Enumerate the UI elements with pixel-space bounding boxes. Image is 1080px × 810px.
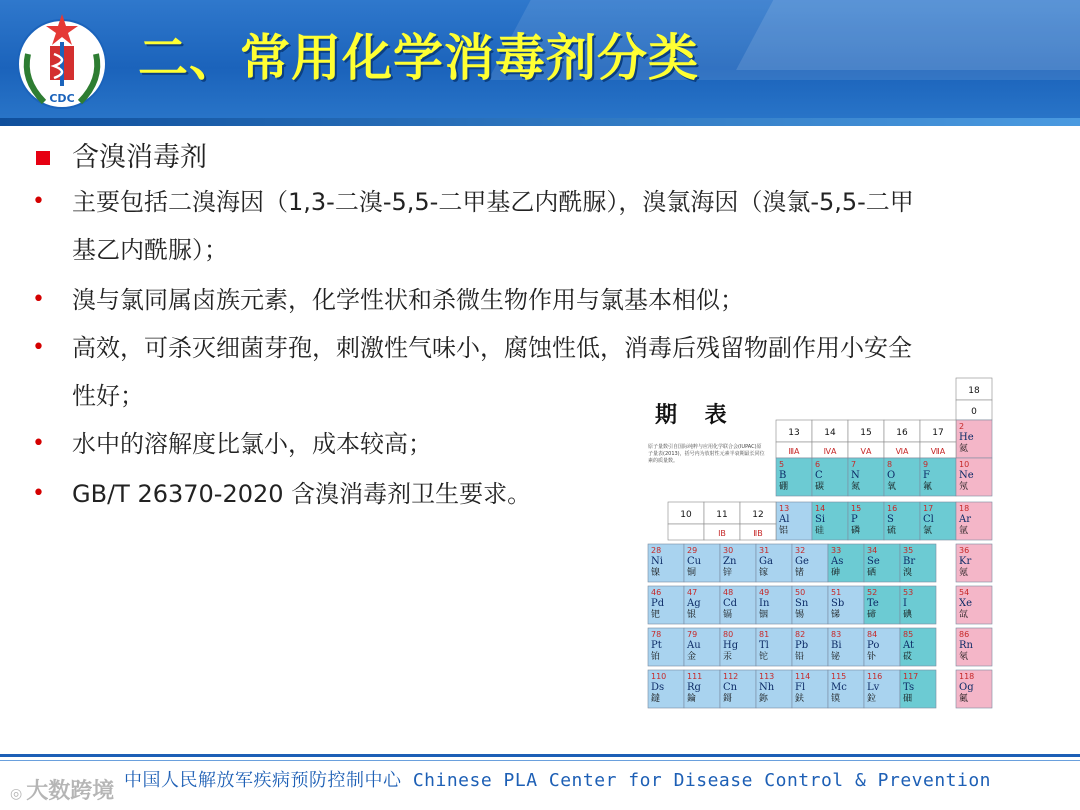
- element-symbol: Cd: [723, 598, 738, 609]
- element-number: 79: [687, 630, 698, 639]
- element-name: 镆: [831, 694, 841, 704]
- element-name: 汞: [723, 652, 733, 662]
- element-name: 锡: [795, 610, 805, 620]
- bullet-dot-icon: •: [32, 287, 45, 312]
- group-number: 10: [680, 510, 692, 520]
- element-number: 52: [867, 588, 878, 597]
- element-name: 鉝: [867, 694, 877, 704]
- element-symbol: Kr: [959, 556, 972, 567]
- element-symbol: Al: [779, 514, 790, 525]
- element-number: 36: [959, 546, 970, 555]
- element-symbol: P: [851, 514, 858, 525]
- element-number: 31: [759, 546, 770, 555]
- element-name: 硒: [867, 568, 877, 578]
- element-symbol: Po: [867, 640, 880, 651]
- element-name: 氙: [959, 610, 969, 620]
- element-name: 硫: [887, 526, 897, 536]
- group-number: 13: [788, 428, 800, 438]
- element-symbol: Ga: [759, 556, 773, 567]
- watermark: [10, 774, 114, 805]
- group-roman: ⅦA: [930, 447, 946, 456]
- element-number: 9: [923, 460, 929, 469]
- element-number: 83: [831, 630, 842, 639]
- element-number: 46: [651, 588, 662, 597]
- footer-divider-thin: [0, 760, 1080, 761]
- element-number: 18: [959, 504, 970, 513]
- element-number: 111: [687, 672, 703, 681]
- element-number: 32: [795, 546, 806, 555]
- element-symbol: Ni: [651, 556, 663, 567]
- element-name: 氧: [887, 482, 897, 492]
- element-name: 铟: [759, 610, 769, 620]
- element-number: 50: [795, 588, 806, 597]
- element-number: 80: [723, 630, 734, 639]
- group-roman: ⅣA: [823, 447, 837, 456]
- element-symbol: Br: [903, 556, 916, 567]
- element-number: 81: [759, 630, 770, 639]
- element-name: 钯: [651, 610, 661, 620]
- group-roman: ⅠB: [718, 529, 726, 538]
- element-symbol: Og: [959, 682, 974, 693]
- element-symbol: B: [779, 470, 787, 481]
- element-number: 33: [831, 546, 842, 555]
- element-name: 铊: [759, 652, 769, 662]
- element-symbol: N: [851, 470, 860, 481]
- element-symbol: Pd: [651, 598, 665, 609]
- element-number: 10: [959, 460, 970, 469]
- bullet-dot-icon: •: [32, 189, 45, 214]
- bullet-text: 基乙内酰脲）；: [72, 236, 228, 264]
- element-symbol: Xe: [959, 598, 973, 609]
- element-name: 钋: [867, 652, 877, 662]
- watermark-text: 大数跨境: [26, 779, 115, 804]
- element-symbol: F: [923, 470, 930, 481]
- element-name: 鉨: [759, 694, 769, 704]
- element-number: 54: [959, 588, 970, 597]
- element-number: 114: [795, 672, 811, 681]
- element-number: 30: [723, 546, 734, 555]
- element-name: 银: [687, 610, 697, 620]
- section-heading: [36, 140, 207, 176]
- bullet-text: GB/T 26370-2020 含溴消毒剂卫生要求。: [72, 480, 532, 508]
- group-roman: ⅥA: [895, 447, 909, 456]
- element-symbol: Ts: [903, 682, 915, 693]
- element-number: 15: [851, 504, 862, 513]
- bullet-dot-icon: •: [32, 431, 45, 456]
- group-roman: ⅢA: [788, 447, 800, 456]
- banner-underline: [0, 118, 1080, 126]
- element-name: 鿫: [959, 694, 969, 704]
- periodic-table-note: 原子量数引自国际纯粹与应用化学联合会(IUPAC)原子量表(2013)，括号内为放射性元素半衰期最长同位素的质量数。: [648, 444, 765, 464]
- element-name: 鐽: [651, 694, 661, 704]
- element-symbol: Cu: [687, 556, 702, 567]
- element-name: 鎶: [723, 694, 733, 704]
- section-heading-text: 含溴消毒剂: [72, 142, 207, 173]
- element-symbol: Se: [867, 556, 880, 567]
- element-number: 14: [815, 504, 826, 513]
- element-number: 34: [867, 546, 878, 555]
- element-name: 锑: [831, 610, 841, 620]
- banner-decoration: [736, 0, 1080, 70]
- element-name: 硅: [815, 526, 825, 536]
- element-name: 溴: [903, 568, 913, 578]
- element-symbol: Pt: [651, 640, 662, 651]
- element-number: 116: [867, 672, 883, 681]
- element-symbol: Cn: [723, 682, 738, 693]
- element-symbol: C: [815, 470, 823, 481]
- element-symbol: Fl: [795, 682, 806, 693]
- element-number: 47: [687, 588, 698, 597]
- element-name: 锗: [795, 568, 805, 578]
- element-symbol: Pb: [795, 640, 809, 651]
- element-symbol: Ds: [651, 682, 665, 693]
- element-number: 13: [779, 504, 790, 513]
- element-symbol: Mc: [831, 682, 847, 693]
- element-symbol: Te: [867, 598, 879, 609]
- bullet-text: 性好；: [72, 382, 144, 410]
- element-number: 85: [903, 630, 914, 639]
- element-number: 78: [651, 630, 662, 639]
- watermark-logo-icon: ◎: [10, 786, 23, 802]
- element-number: 48: [723, 588, 734, 597]
- element-symbol: He: [959, 432, 974, 443]
- element-number: 6: [815, 460, 821, 469]
- element-name: 氖: [959, 482, 969, 492]
- bullet-text: 溴与氯同属卤族元素，化学性状和杀微生物作用与氯基本相似；: [72, 286, 744, 314]
- element-number: 28: [651, 546, 662, 555]
- element-number: 117: [903, 672, 919, 681]
- element-name: 砹: [903, 652, 913, 662]
- element-number: 113: [759, 672, 775, 681]
- logo-text: CDC: [49, 92, 75, 105]
- cdc-logo: [14, 10, 110, 114]
- group-number: 17: [932, 428, 944, 438]
- group-roman: ⅤA: [860, 447, 872, 456]
- element-name: 碘: [903, 610, 913, 620]
- element-name: 碳: [815, 482, 825, 492]
- group-number: 16: [896, 428, 908, 438]
- element-symbol: As: [831, 556, 844, 567]
- element-symbol: Au: [687, 640, 701, 651]
- element-symbol: Hg: [723, 640, 739, 651]
- element-symbol: At: [903, 640, 915, 651]
- element-number: 53: [903, 588, 914, 597]
- element-name: 镍: [651, 568, 661, 578]
- group-number: 11: [716, 510, 728, 520]
- element-name: 氮: [851, 482, 861, 492]
- element-name: 鈇: [795, 694, 805, 704]
- element-name: 铅: [795, 652, 805, 662]
- element-name: 硼: [779, 482, 789, 492]
- periodic-table-title: 期 表: [655, 402, 737, 428]
- element-name: 铂: [651, 652, 661, 662]
- group-number: 14: [824, 428, 836, 438]
- element-number: 17: [923, 504, 934, 513]
- element-symbol: In: [759, 598, 770, 609]
- element-name: 砷: [831, 568, 841, 578]
- element-symbol: Nh: [759, 682, 775, 693]
- group-header-cell: [668, 524, 704, 540]
- element-symbol: I: [903, 598, 907, 609]
- element-name: 碲: [867, 610, 877, 620]
- element-name: 锌: [723, 568, 733, 578]
- element-symbol: Lv: [867, 682, 880, 693]
- element-number: 86: [959, 630, 970, 639]
- element-number: 7: [851, 460, 857, 469]
- element-name: 氦: [959, 444, 969, 454]
- element-symbol: Rg: [687, 682, 701, 693]
- element-name: 铋: [831, 652, 841, 662]
- group-number: 15: [860, 428, 872, 438]
- element-number: 84: [867, 630, 878, 639]
- element-name: 錀: [687, 694, 697, 704]
- element-symbol: Bi: [831, 640, 842, 651]
- bullet-text: 水中的溶解度比氯小，成本较高；: [72, 430, 432, 458]
- element-number: 29: [687, 546, 698, 555]
- element-number: 112: [723, 672, 739, 681]
- group-number: 0: [971, 407, 977, 417]
- element-name: 镓: [759, 568, 769, 578]
- element-symbol: O: [887, 470, 896, 481]
- element-symbol: Tl: [759, 640, 769, 651]
- element-number: 2: [959, 422, 965, 431]
- element-name: 磷: [851, 526, 861, 536]
- element-symbol: Cl: [923, 514, 934, 525]
- bullet-dot-icon: •: [32, 481, 45, 506]
- element-symbol: Sn: [795, 598, 809, 609]
- element-name: 氟: [923, 482, 933, 492]
- element-number: 51: [831, 588, 842, 597]
- element-symbol: Ge: [795, 556, 809, 567]
- group-number: 18: [968, 386, 980, 396]
- element-symbol: Zn: [723, 556, 737, 567]
- element-name: 氩: [959, 526, 969, 536]
- element-number: 82: [795, 630, 806, 639]
- group-roman: ⅡB: [753, 529, 763, 538]
- group-number: 12: [752, 510, 764, 520]
- element-name: 氡: [959, 652, 969, 662]
- element-name: 氪: [959, 568, 969, 578]
- bullet-text: 主要包括二溴海因（1,3-二溴-5,5-二甲基乙内酰脲），溴氯海因（溴氯-5,5-二甲: [72, 188, 914, 216]
- element-name: 铝: [779, 526, 789, 536]
- periodic-table-image: [646, 376, 998, 716]
- bullet-text: 高效，可杀灭细菌芽孢，刺激性气味小，腐蚀性低，消毒后残留物副作用小安全: [72, 334, 912, 362]
- element-name: 金: [687, 652, 697, 662]
- element-symbol: Si: [815, 514, 826, 525]
- slide-title: 二、常用化学消毒剂分类: [138, 29, 699, 87]
- element-symbol: Ar: [959, 514, 972, 525]
- element-symbol: Sb: [831, 598, 845, 609]
- element-symbol: Ne: [959, 470, 974, 481]
- element-number: 49: [759, 588, 770, 597]
- element-name: 镉: [723, 610, 733, 620]
- element-name: 氯: [923, 526, 933, 536]
- element-symbol: S: [887, 514, 894, 525]
- square-bullet-icon: [36, 151, 50, 165]
- element-number: 115: [831, 672, 847, 681]
- element-name: 铜: [687, 568, 697, 578]
- element-number: 8: [887, 460, 893, 469]
- element-number: 35: [903, 546, 914, 555]
- footer-text: 中国人民解放军疾病预防控制中心 Chinese PLA Center for Disease Control & Prevention: [124, 770, 992, 791]
- element-number: 5: [779, 460, 785, 469]
- element-number: 110: [651, 672, 667, 681]
- element-number: 16: [887, 504, 898, 513]
- footer-divider: [0, 754, 1080, 757]
- element-name: 鿬: [903, 694, 913, 704]
- element-symbol: Ag: [687, 598, 701, 609]
- bullet-dot-icon: •: [32, 335, 45, 360]
- element-number: 118: [959, 672, 975, 681]
- element-symbol: Rn: [959, 640, 973, 651]
